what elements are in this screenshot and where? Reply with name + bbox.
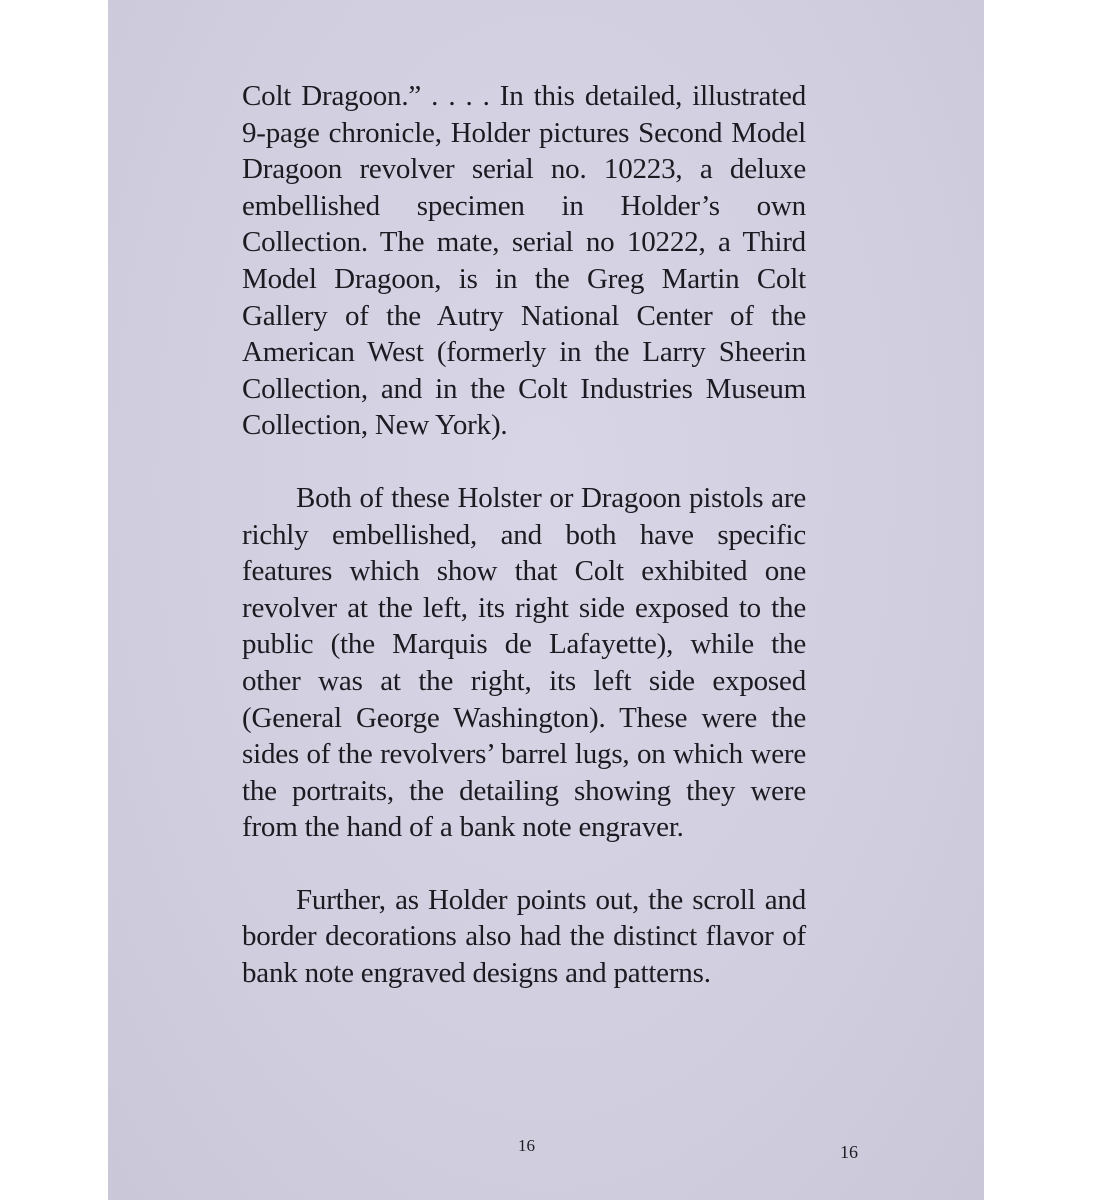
body-text (242, 78, 806, 992)
document-page (108, 0, 984, 1200)
paragraph-1: Colt Dragoon.” . . . . In this detailed, illustrated 9-page chronicle, Holder pictures Second Model Dragoon revolver serial no. 10223, a deluxe embellished specimen in Holder’s own Collection. The mate, serial no 10222, a Third Model Dragoon, is in the Greg Martin Colt Gallery of the Autry National Center of the American West (formerly in the Larry Sheerin Collection, and in the Colt Industries Museum Collection, New York). (242, 80, 806, 442)
page-number-center: 16 (518, 1136, 535, 1155)
page-number-right: 16 (840, 1142, 858, 1162)
paragraph-3: Further, as Holder points out, the scroll and border decorations also had the distinct flavor of bank note engraved designs and patterns. (242, 883, 806, 990)
paragraph-2: Both of these Holster or Dragoon pistols are richly embellished, and both have specific features which show that Colt exhibited one revolver at the left, its right side exposed to the public (the Marquis de Lafayette), while the other was at the right, its left side exposed (General George Washington). These were the sides of the revolvers’ barrel lugs, on which were the portraits, the detailing showing they were from the hand of a bank note engraver. (242, 481, 806, 844)
